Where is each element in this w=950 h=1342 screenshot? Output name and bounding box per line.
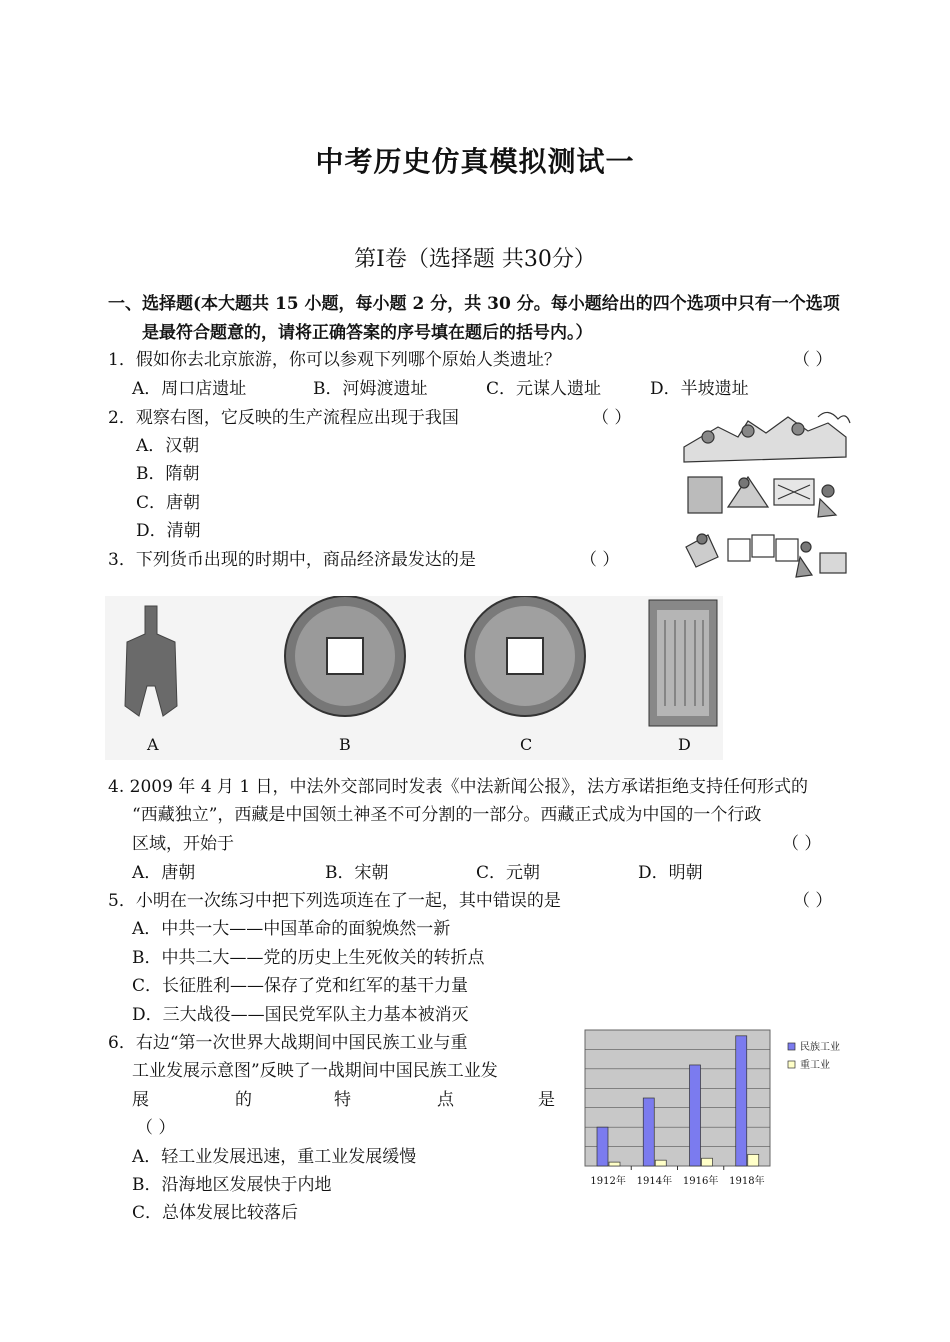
question-1-option-b[interactable]: B．河姆渡遗址 xyxy=(313,379,428,399)
legend-label: 民族工业 xyxy=(800,1042,840,1053)
x-tick-label: 1914年 xyxy=(636,1176,673,1187)
question-4-option-c[interactable]: C．元朝 xyxy=(476,863,541,883)
answer-bracket-6[interactable]: （ ） xyxy=(136,1118,176,1138)
legend-label: 重工业 xyxy=(800,1060,830,1071)
question-5-option-b[interactable]: B．中共二大——党的历史上生死攸关的转折点 xyxy=(132,948,485,968)
question-6-option-b[interactable]: B．沿海地区发展快于内地 xyxy=(132,1175,332,1195)
question-1-option-a[interactable]: A．周口店遗址 xyxy=(132,379,247,399)
bar-heavy-industry xyxy=(609,1162,620,1166)
section-instructions-line1: 一、选择题(本大题共 15 小题，每小题 2 分，共 30 分。每小题给出的四个选项中只有一个选项 xyxy=(108,294,840,314)
question-4-stem-line3: 区域，开始于 xyxy=(132,834,234,854)
section-instructions-line2: 是最符合题意的，请将正确答案的序号填在题后的括号内。） xyxy=(142,323,593,343)
spade-coin-image xyxy=(125,606,177,716)
production-process-illustration xyxy=(678,407,854,583)
coin-label-a: A xyxy=(147,735,159,754)
question-6-stem-line2: 工业发展示意图”反映了一战期间中国民族工业发 xyxy=(132,1061,498,1081)
question-6-option-a[interactable]: A．轻工业发展迅速，重工业发展缓慢 xyxy=(132,1147,417,1167)
question-2-option-c[interactable]: C．唐朝 xyxy=(136,493,201,513)
industry-bar-chart xyxy=(580,1028,850,1194)
question-2-option-a[interactable]: A．汉朝 xyxy=(136,436,200,456)
x-tick-label: 1916年 xyxy=(682,1176,719,1187)
question-6-stem-word-4: 点 xyxy=(437,1090,454,1110)
round-coin-b-image xyxy=(285,596,405,716)
coin-label-c: C xyxy=(520,735,533,754)
bar-heavy-industry xyxy=(702,1158,713,1166)
question-2-option-d[interactable]: D．清朝 xyxy=(136,521,201,541)
x-tick-label: 1918年 xyxy=(729,1176,765,1187)
question-6-stem-line1: 6．右边“第一次世界大战期间中国民族工业与重 xyxy=(108,1033,468,1053)
question-6-stem-word-3: 特 xyxy=(334,1090,351,1110)
part-heading: 第Ⅰ卷（选择题 共30分） xyxy=(354,247,596,272)
industry-chart xyxy=(580,1028,850,1194)
question-6-stem-word-1: 展 xyxy=(132,1090,149,1110)
question-4-option-d[interactable]: D．明朝 xyxy=(638,863,703,883)
legend-swatch xyxy=(788,1061,795,1068)
question-2-option-b[interactable]: B．隋朝 xyxy=(136,464,200,484)
page-title: 中考历史仿真模拟测试一 xyxy=(315,145,635,178)
answer-bracket-1[interactable]: （ ） xyxy=(793,350,833,370)
question-2-stem: 2．观察右图，它反映的生产流程应出现于我国 xyxy=(108,408,459,428)
paper-money-image xyxy=(649,600,717,726)
coin-label-d: D xyxy=(678,735,691,754)
currency-images-panel xyxy=(105,596,723,760)
bar-national-industry xyxy=(736,1036,747,1166)
question-1-option-d[interactable]: D．半坡遗址 xyxy=(650,379,749,399)
question-5-stem: 5．小明在一次练习中把下列选项连在了一起，其中错误的是 xyxy=(108,891,561,911)
bar-national-industry xyxy=(643,1098,654,1166)
question-6-option-c[interactable]: C．总体发展比较落后 xyxy=(132,1203,299,1223)
question-5-option-c[interactable]: C．长征胜利——保存了党和红军的基干力量 xyxy=(132,976,469,996)
answer-bracket-5[interactable]: （ ） xyxy=(793,891,833,911)
round-coin-c-image xyxy=(465,596,585,716)
bar-heavy-industry xyxy=(748,1154,759,1166)
bar-national-industry xyxy=(690,1065,701,1166)
answer-bracket-2[interactable]: （ ） xyxy=(592,408,632,428)
question-1-stem: 1．假如你去北京旅游，你可以参观下列哪个原始人类遗址？ xyxy=(108,350,561,370)
question-3-stem: 3．下列货币出现的时期中，商品经济最发达的是 xyxy=(108,550,476,570)
question-4-stem-line1: 4. 2009 年 4 月 1 日，中法外交部同时发表《中法新闻公报》，法方承诺拒绝支持任何形式的 xyxy=(108,777,809,797)
bar-heavy-industry xyxy=(655,1160,666,1166)
question-6-stem-word-5: 是 xyxy=(538,1090,555,1110)
question-1-option-c[interactable]: C．元谋人遗址 xyxy=(486,379,602,399)
answer-bracket-3[interactable]: （ ） xyxy=(580,550,620,570)
bar-national-industry xyxy=(597,1127,608,1166)
question-4-stem-line2: “西藏独立”，西藏是中国领土神圣不可分割的一部分。西藏正式成为中国的一个行政 xyxy=(132,805,762,825)
question-5-option-a[interactable]: A．中共一大——中国革命的面貌焕然一新 xyxy=(132,919,451,939)
coin-label-b: B xyxy=(339,735,351,754)
legend-swatch xyxy=(788,1043,795,1050)
question-4-option-a[interactable]: A．唐朝 xyxy=(132,863,196,883)
question-6-stem-word-2: 的 xyxy=(235,1090,252,1110)
question-4-option-b[interactable]: B．宋朝 xyxy=(325,863,389,883)
question-5-option-d[interactable]: D．三大战役——国民党军队主力基本被消灭 xyxy=(132,1005,469,1025)
x-tick-label: 1912年 xyxy=(590,1176,626,1187)
answer-bracket-4[interactable]: （ ） xyxy=(782,834,822,854)
